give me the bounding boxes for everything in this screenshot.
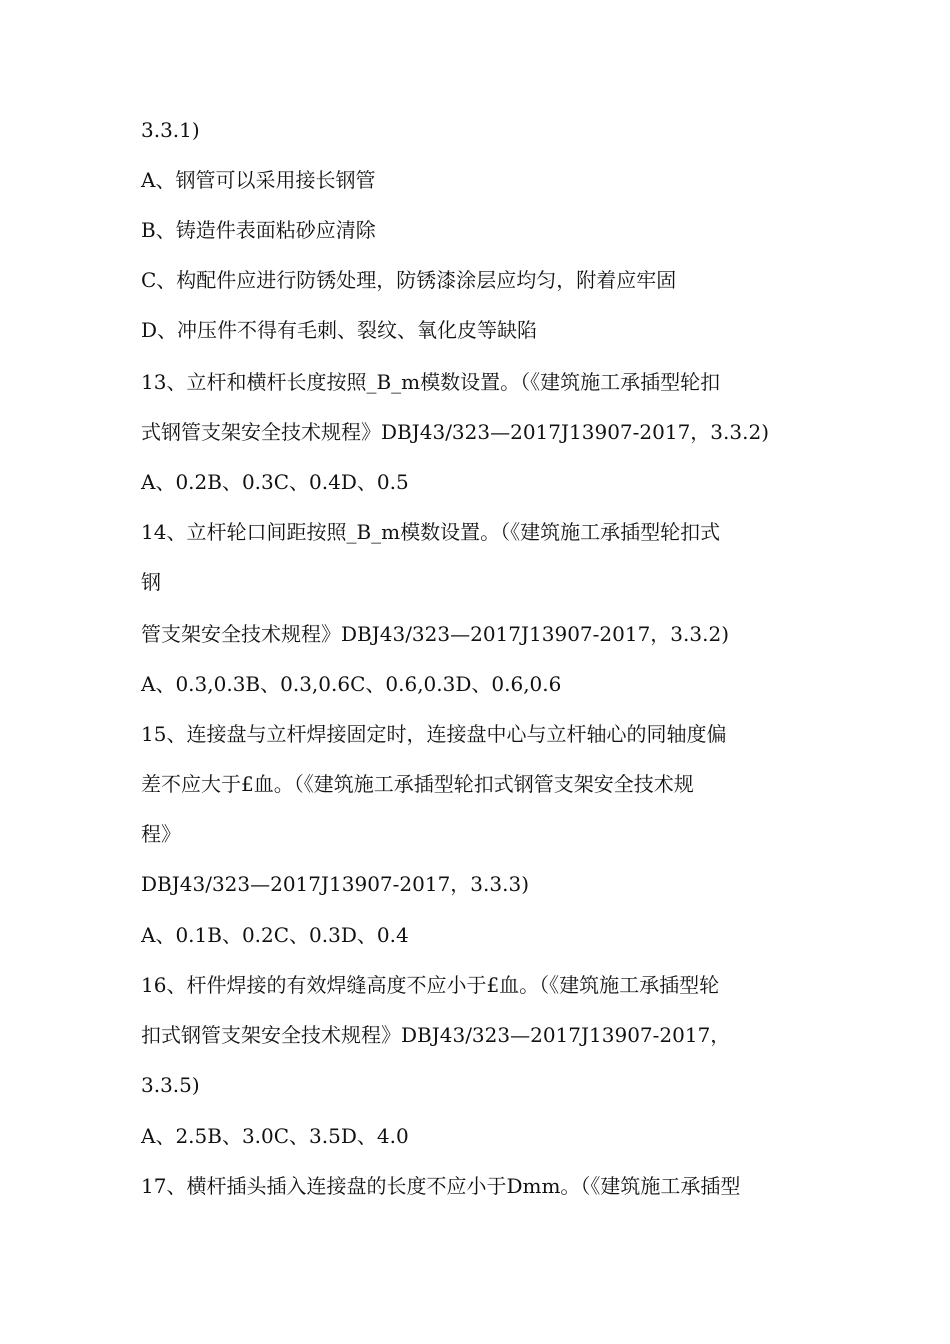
text-line: 程》: [141, 822, 181, 846]
option-line: C、构配件应进行防锈处理，防锈漆涂层应均匀，附着应牢固: [141, 268, 677, 292]
question-line: 15、连接盘与立杆焊接固定时，连接盘中心与立杆轴心的同轴度偏: [141, 722, 727, 746]
option-line: B、铸造件表面粘砂应清除: [141, 218, 376, 242]
option-line: A、0.2B、0.3C、0.4D、0.5: [141, 470, 409, 494]
text-line: 扣式钢管支架安全技术规程》DBJ43/323—2017J13907-2017，: [141, 1023, 731, 1047]
option-line: A、钢管可以采用接长钢管: [141, 168, 376, 192]
text-line: 钢: [141, 570, 161, 594]
text-line: 管支架安全技术规程》DBJ43/323—2017J13907-2017，3.3.2): [141, 622, 729, 646]
text-line: 3.3.1): [141, 118, 200, 142]
option-line: D、冲压件不得有毛刺、裂纹、氧化皮等缺陷: [141, 318, 538, 342]
option-line: A、0.1B、0.2C、0.3D、0.4: [141, 923, 409, 947]
question-line: 14、立杆轮口间距按照_B_m模数设置。（《建筑施工承插型轮扣式: [141, 520, 721, 544]
question-line: 16、杆件焊接的有效焊缝高度不应小于£血。（《建筑施工承插型轮: [141, 973, 720, 997]
question-line: 17、横杆插头插入连接盘的长度不应小于Dmm。（《建筑施工承插型: [141, 1174, 741, 1198]
option-line: A、2.5B、3.0C、3.5D、4.0: [141, 1124, 409, 1148]
text-line: DBJ43/323—2017J13907-2017，3.3.3): [141, 872, 529, 896]
text-line: 3.3.5): [141, 1073, 200, 1097]
question-line: 13、立杆和横杆长度按照_B_m模数设置。（《建筑施工承插型轮扣: [141, 370, 721, 394]
text-line: 式钢管支架安全技术规程》DBJ43/323—2017J13907-2017，3.3.2): [141, 420, 769, 444]
text-line: 差不应大于£血。（《建筑施工承插型轮扣式钢管支架安全技术规: [141, 772, 694, 796]
option-line: A、0.3,0.3B、0.3,0.6C、0.6,0.3D、0.6,0.6: [141, 672, 562, 696]
